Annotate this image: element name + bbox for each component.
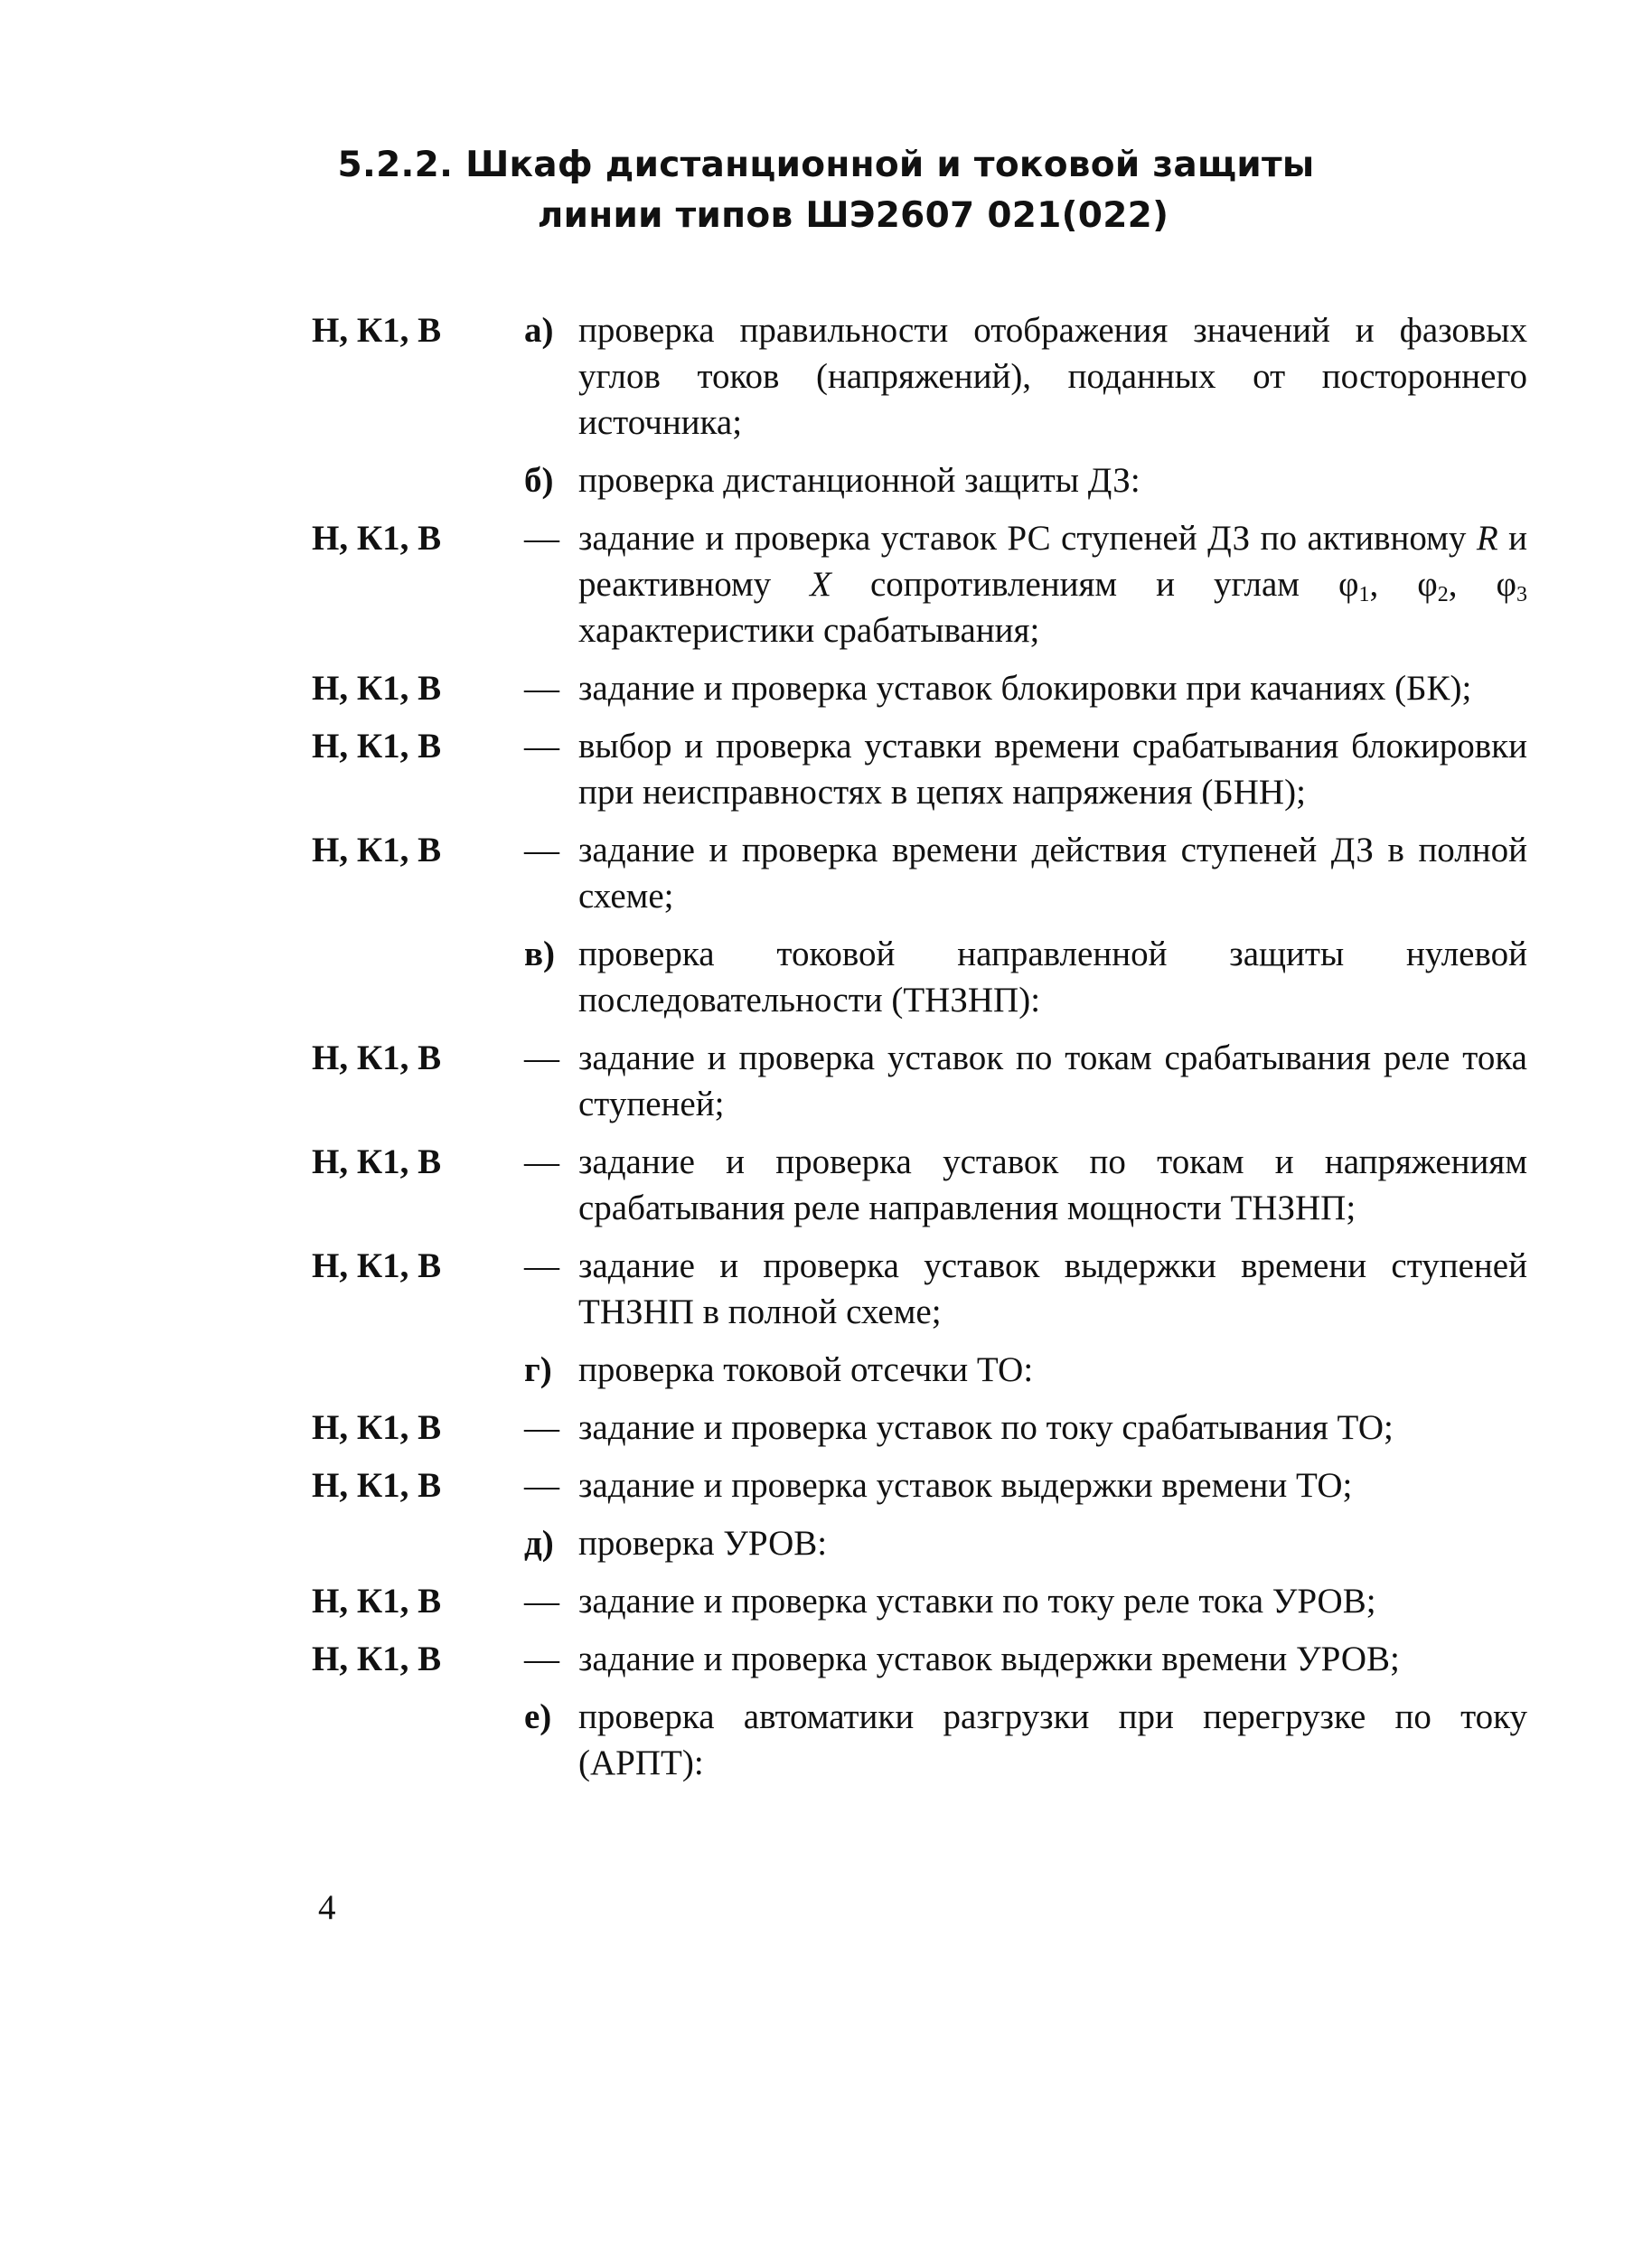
- page-number: 4: [318, 1888, 336, 1927]
- checklist: [0, 307, 1652, 1798]
- list-item: [0, 515, 1652, 653]
- heading-line-2: линии типов ШЭ2607 021(022): [537, 195, 1169, 236]
- category-label: Н, К1, В: [312, 669, 442, 708]
- item-dash: —: [524, 519, 559, 558]
- list-item: [0, 665, 1652, 711]
- category-label: Н, К1, В: [312, 1246, 442, 1285]
- category-label: Н, К1, В: [312, 1466, 442, 1505]
- item-text: проверка токовой направленной защиты нулевой последовательности (ТНЗНП):: [578, 935, 1527, 1020]
- item-text: проверка УРОВ:: [578, 1524, 828, 1563]
- item-letter: д): [524, 1524, 554, 1563]
- item-letter: е): [524, 1697, 552, 1736]
- item-letter: а): [524, 311, 554, 350]
- category-label: Н, К1, В: [312, 1408, 442, 1447]
- item-text: задание и проверка уставок блокировки при качаниях (БК);: [578, 669, 1472, 708]
- heading-line-1: 5.2.2. Шкаф дистанционной и токовой защиты: [337, 145, 1315, 185]
- list-item: [0, 723, 1652, 815]
- item-text: задание и проверка уставок по токам и напряжениям срабатывания реле направления мощности ТНЗНП;: [578, 1142, 1527, 1227]
- item-text: задание и проверка уставки по току реле тока УРОВ;: [578, 1582, 1376, 1621]
- item-dash: —: [524, 831, 559, 869]
- item-text: задание и проверка уставок выдержки времени ступеней ТНЗНП в полной схеме;: [578, 1246, 1527, 1331]
- item-text: проверка правильности отображения значений и фазовых углов токов (напряжений), поданных от постороннего источника;: [578, 311, 1527, 442]
- list-item: [0, 1035, 1652, 1127]
- list-item: [0, 1139, 1652, 1231]
- list-item: [0, 1636, 1652, 1682]
- item-text: задание и проверка уставок РС ступеней ДЗ по активному R и реактивному X сопротивлениям и углам $\varphi_1$, $\varphi_2$, $\varphi_3$ характеристики срабатывания;: [578, 519, 1527, 650]
- list-item: [0, 457, 1652, 503]
- list-item: [0, 1405, 1652, 1451]
- item-text: задание и проверка уставок по токам срабатывания реле тока ступеней;: [578, 1038, 1527, 1123]
- item-text: проверка дистанционной защиты ДЗ:: [578, 461, 1140, 500]
- category-label: Н, К1, В: [312, 727, 442, 766]
- item-dash: —: [524, 727, 559, 766]
- item-text: задание и проверка уставок по току срабатывания ТО;: [578, 1408, 1394, 1447]
- item-letter: в): [524, 935, 556, 973]
- item-dash: —: [524, 1038, 559, 1077]
- category-label: Н, К1, В: [312, 311, 442, 350]
- section-heading: [0, 140, 1652, 241]
- list-item: [0, 1694, 1652, 1786]
- list-item: [0, 1347, 1652, 1393]
- item-text: задание и проверка времени действия ступеней ДЗ в полной схеме;: [578, 831, 1527, 916]
- item-text: выбор и проверка уставки времени срабатывания блокировки при неисправностях в цепях напряжения (БНН);: [578, 727, 1527, 812]
- category-label: Н, К1, В: [312, 1038, 442, 1077]
- list-item: [0, 1462, 1652, 1508]
- category-label: Н, К1, В: [312, 1142, 442, 1181]
- list-item: [0, 1578, 1652, 1624]
- list-item: [0, 931, 1652, 1023]
- item-dash: —: [524, 1246, 559, 1285]
- category-label: Н, К1, В: [312, 831, 442, 869]
- item-dash: —: [524, 1466, 559, 1505]
- item-dash: —: [524, 1142, 559, 1181]
- list-item: [0, 1243, 1652, 1335]
- item-dash: —: [524, 1582, 559, 1621]
- item-text: проверка автоматики разгрузки при перегрузке по току (АРПТ):: [578, 1697, 1527, 1782]
- item-letter: б): [524, 461, 554, 500]
- item-dash: —: [524, 1408, 559, 1447]
- category-label: Н, К1, В: [312, 1582, 442, 1621]
- item-text: проверка токовой отсечки ТО:: [578, 1350, 1034, 1389]
- category-label: Н, К1, В: [312, 519, 442, 558]
- category-label: Н, К1, В: [312, 1640, 442, 1678]
- item-dash: —: [524, 669, 559, 708]
- item-dash: —: [524, 1640, 559, 1678]
- item-letter: г): [524, 1350, 552, 1389]
- list-item: [0, 1520, 1652, 1566]
- symbol-x: X: [810, 565, 831, 604]
- list-item: [0, 827, 1652, 919]
- list-item: [0, 307, 1652, 446]
- symbol-r: R: [1476, 519, 1498, 558]
- item-text: задание и проверка уставок выдержки времени УРОВ;: [578, 1640, 1400, 1678]
- item-text: задание и проверка уставок выдержки времени ТО;: [578, 1466, 1353, 1505]
